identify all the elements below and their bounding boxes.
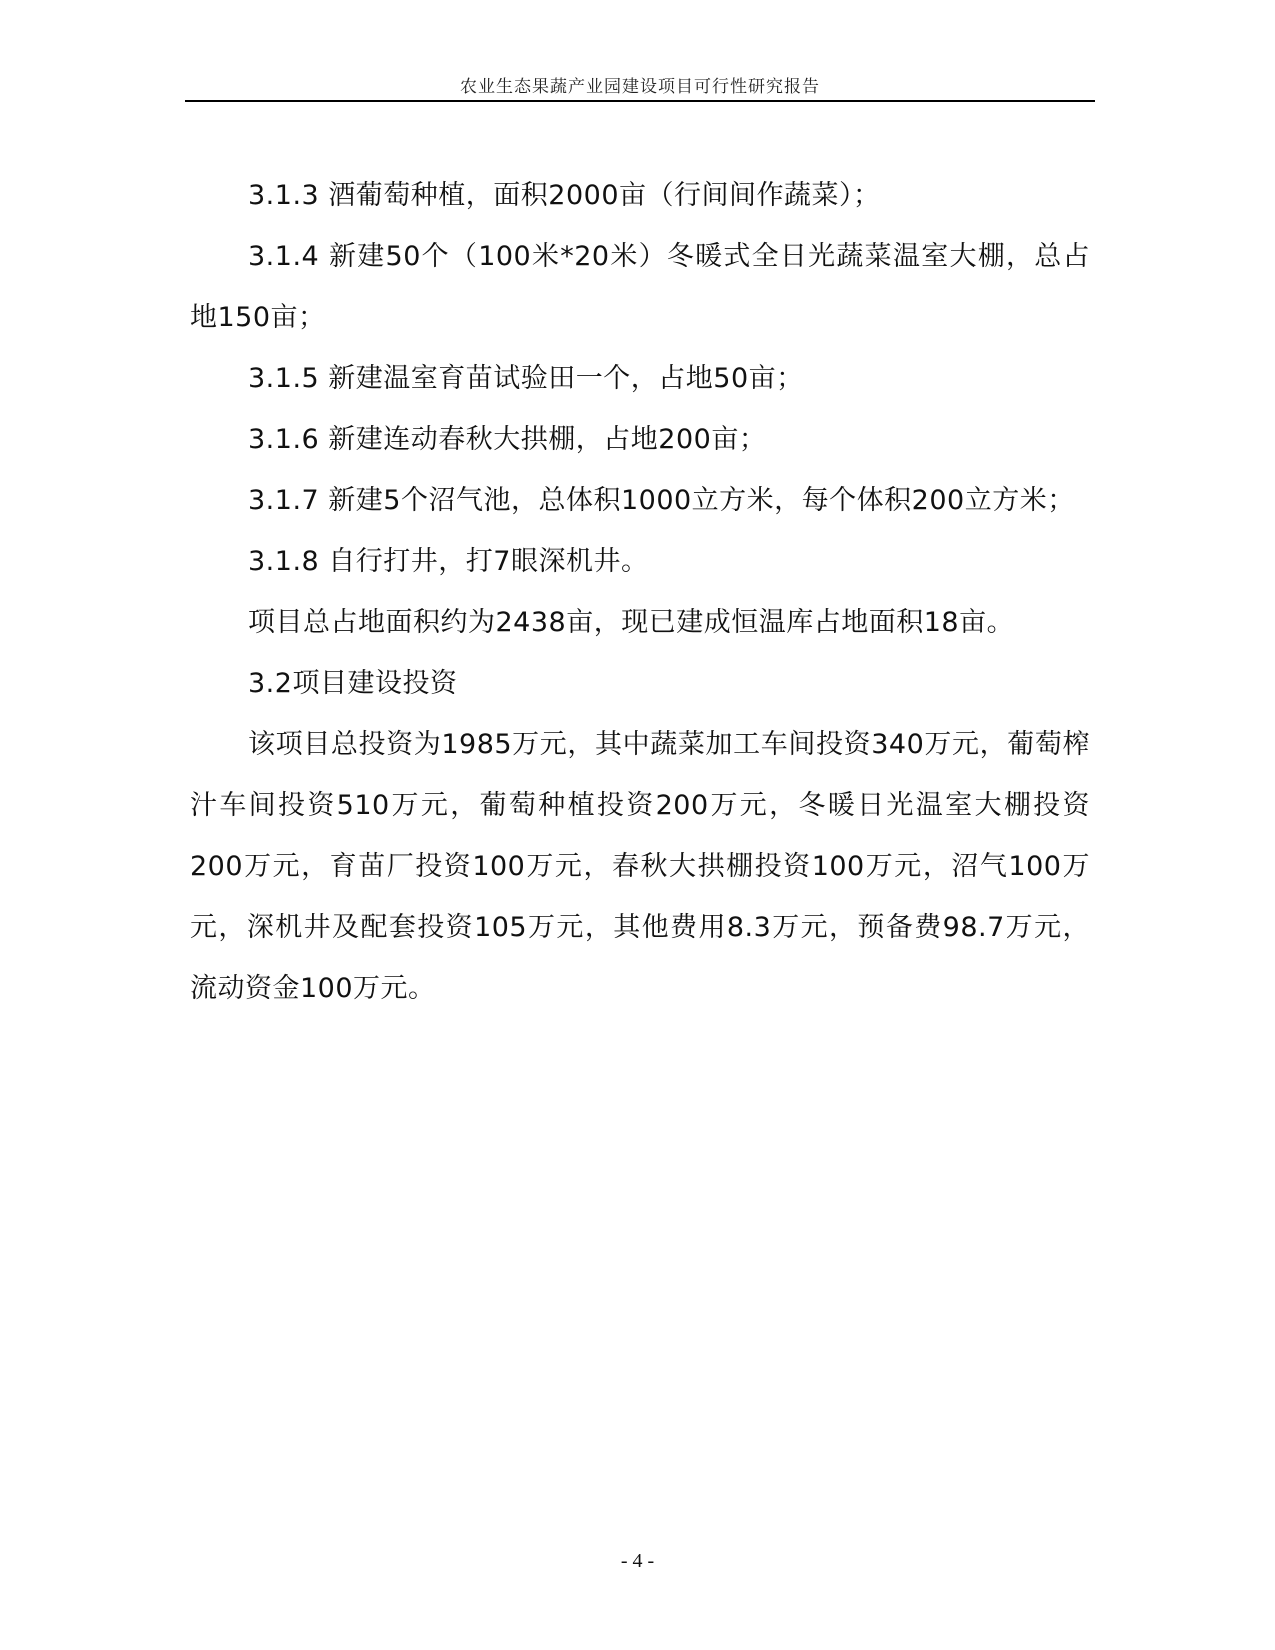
paragraph-3-1-4: 3.1.4 新建50个（100米*20米）冬暖式全日光蔬菜温室大棚，总占地150亩； (190, 241, 1090, 333)
paragraph-total-area: 项目总占地面积约为2438亩，现已建成恒温库占地面积18亩。 (248, 607, 1015, 638)
body-text (190, 165, 1090, 1019)
paragraph-3-1-7: 3.1.7 新建5个沼气池，总体积1000立方米，每个体积200立方米； (248, 485, 1075, 516)
section-heading-3-2: 3.2项目建设投资 (248, 668, 458, 699)
paragraph-3-1-8: 3.1.8 自行打井，打7眼深机井。 (248, 546, 649, 577)
paragraph-3-1-6: 3.1.6 新建连动春秋大拱棚，占地200亩； (248, 424, 767, 455)
paragraph-3-1-5: 3.1.5 新建温室育苗试验田一个，占地50亩； (248, 363, 804, 394)
paragraph-investment: 该项目总投资为1985万元，其中蔬菜加工车间投资340万元，葡萄榨汁车间投资510万元，葡萄种植投资200万元，冬暖日光温室大棚投资200万元，育苗厂投资100万元，春秋大拱棚投资100万元，沼气100万元，深机井及配套投资105万元，其他费用8.3万元，预备费98.7万元，流动资金100万元。 (190, 729, 1090, 1004)
running-header: 农业生态果蔬产业园建设项目可行性研究报告 (460, 77, 820, 97)
header-divider (185, 100, 1095, 102)
paragraph-3-1-3: 3.1.3 酒葡萄种植，面积2000亩（行间间作蔬菜）； (248, 180, 881, 211)
page-number: - 4 - (620, 1550, 655, 1572)
